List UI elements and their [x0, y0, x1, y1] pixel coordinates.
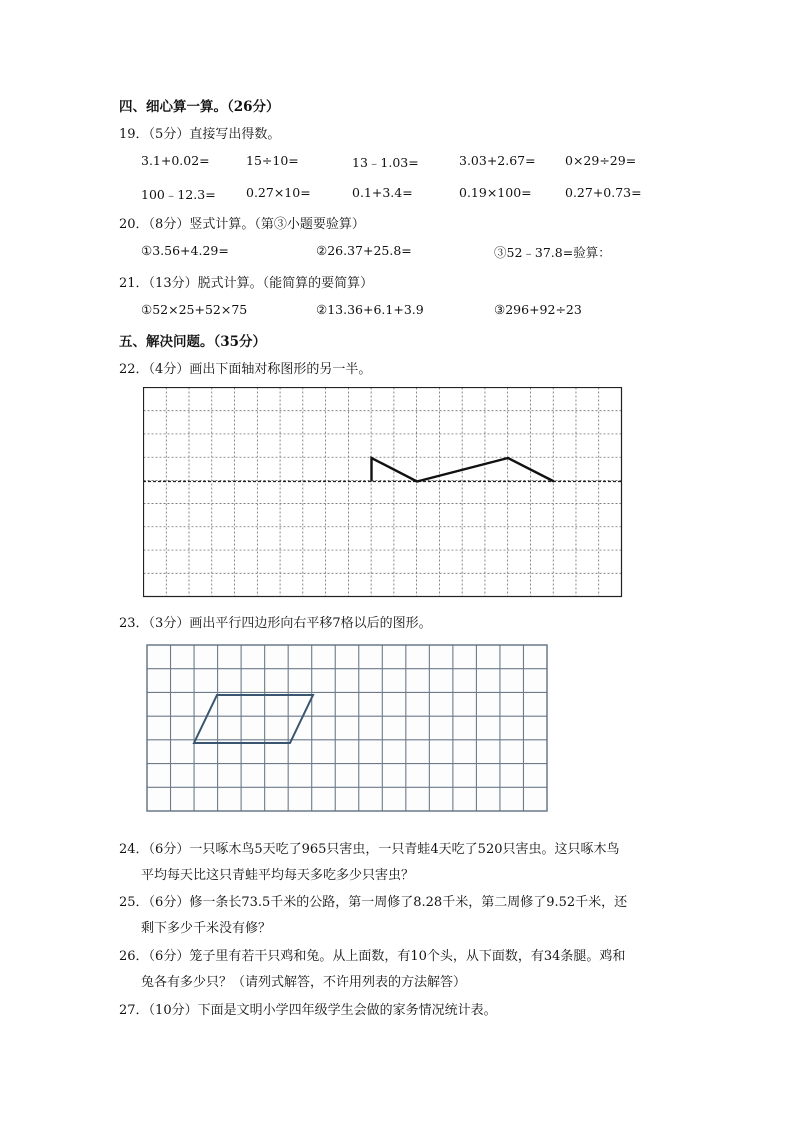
q21-item-1: ①52×25+52×75 — [141, 302, 248, 317]
q19-item-2: 15÷10= — [246, 153, 299, 168]
q19-item-6: 100﹣12.3= — [141, 187, 216, 202]
q20-item-2: ②26.37+25.8= — [316, 243, 412, 258]
q19-item-5: 0×29÷29= — [565, 153, 637, 168]
q19-item-10: 0.27+0.73= — [565, 185, 642, 200]
question-23-label: 23．（3分）画出平行四边形向右平移7格以后的图形。 — [119, 616, 432, 631]
q21-item-2: ②13.36+6.1+3.9 — [316, 302, 424, 317]
half-figure — [372, 458, 555, 482]
q21-item-3: ③296+92÷23 — [494, 302, 582, 317]
question-24-line1: 24．（6分）一只啄木鸟5天吃了965只害虫，一只青蛙4天吃了520只害虫。这只啄木鸟 — [119, 842, 620, 857]
q19-item-7: 0.27×10= — [246, 185, 311, 200]
q20-item-3: ③52﹣37.8=验算： — [494, 245, 611, 260]
question-19-label: 19．（5分）直接写出得数。 — [119, 127, 281, 142]
symmetry-grid — [143, 387, 623, 599]
q19-item-3: 13﹣1.03= — [352, 155, 419, 170]
question-27-label: 27．（10分）下面是文明小学四年级学生会做的家务情况统计表。 — [119, 1003, 497, 1018]
question-26-line1: 26．（6分）笼子里有若干只鸡和兔。从上面数，有10个头，从下面数，有34条腿。鸡和 — [119, 949, 626, 964]
question-25-line2: 剩下多少千米没有修？ — [141, 921, 272, 936]
question-24-line2: 平均每天比这只青蛙平均每天多吃多少只害虫？ — [141, 868, 415, 883]
question-22-label: 22．（4分）画出下面轴对称图形的另一半。 — [119, 362, 372, 377]
question-21-label: 21．（13分）脱式计算。（能简算的要简算） — [119, 276, 374, 291]
q19-item-9: 0.19×100= — [459, 185, 532, 200]
question-20-label: 20．（8分）竖式计算。（第③小题要验算） — [119, 217, 365, 232]
q19-item-8: 0.1+3.4= — [352, 185, 413, 200]
q19-item-1: 3.1+0.02= — [141, 153, 210, 168]
translation-grid — [146, 644, 550, 814]
q20-item-1: ①3.56+4.29= — [141, 243, 229, 258]
question-25-line1: 25．（6分）修一条长73.5千米的公路，第一周修了8.28千米，第二周修了9.52千米，还 — [119, 895, 628, 910]
question-26-line2: 兔各有多少只？（请列式解答，不许用列表的方法解答） — [141, 975, 467, 990]
section-5-heading: 五、解决问题。（35分） — [119, 334, 267, 350]
section-4-heading: 四、细心算一算。（26分） — [119, 99, 280, 115]
q19-item-4: 3.03+2.67= — [459, 153, 536, 168]
